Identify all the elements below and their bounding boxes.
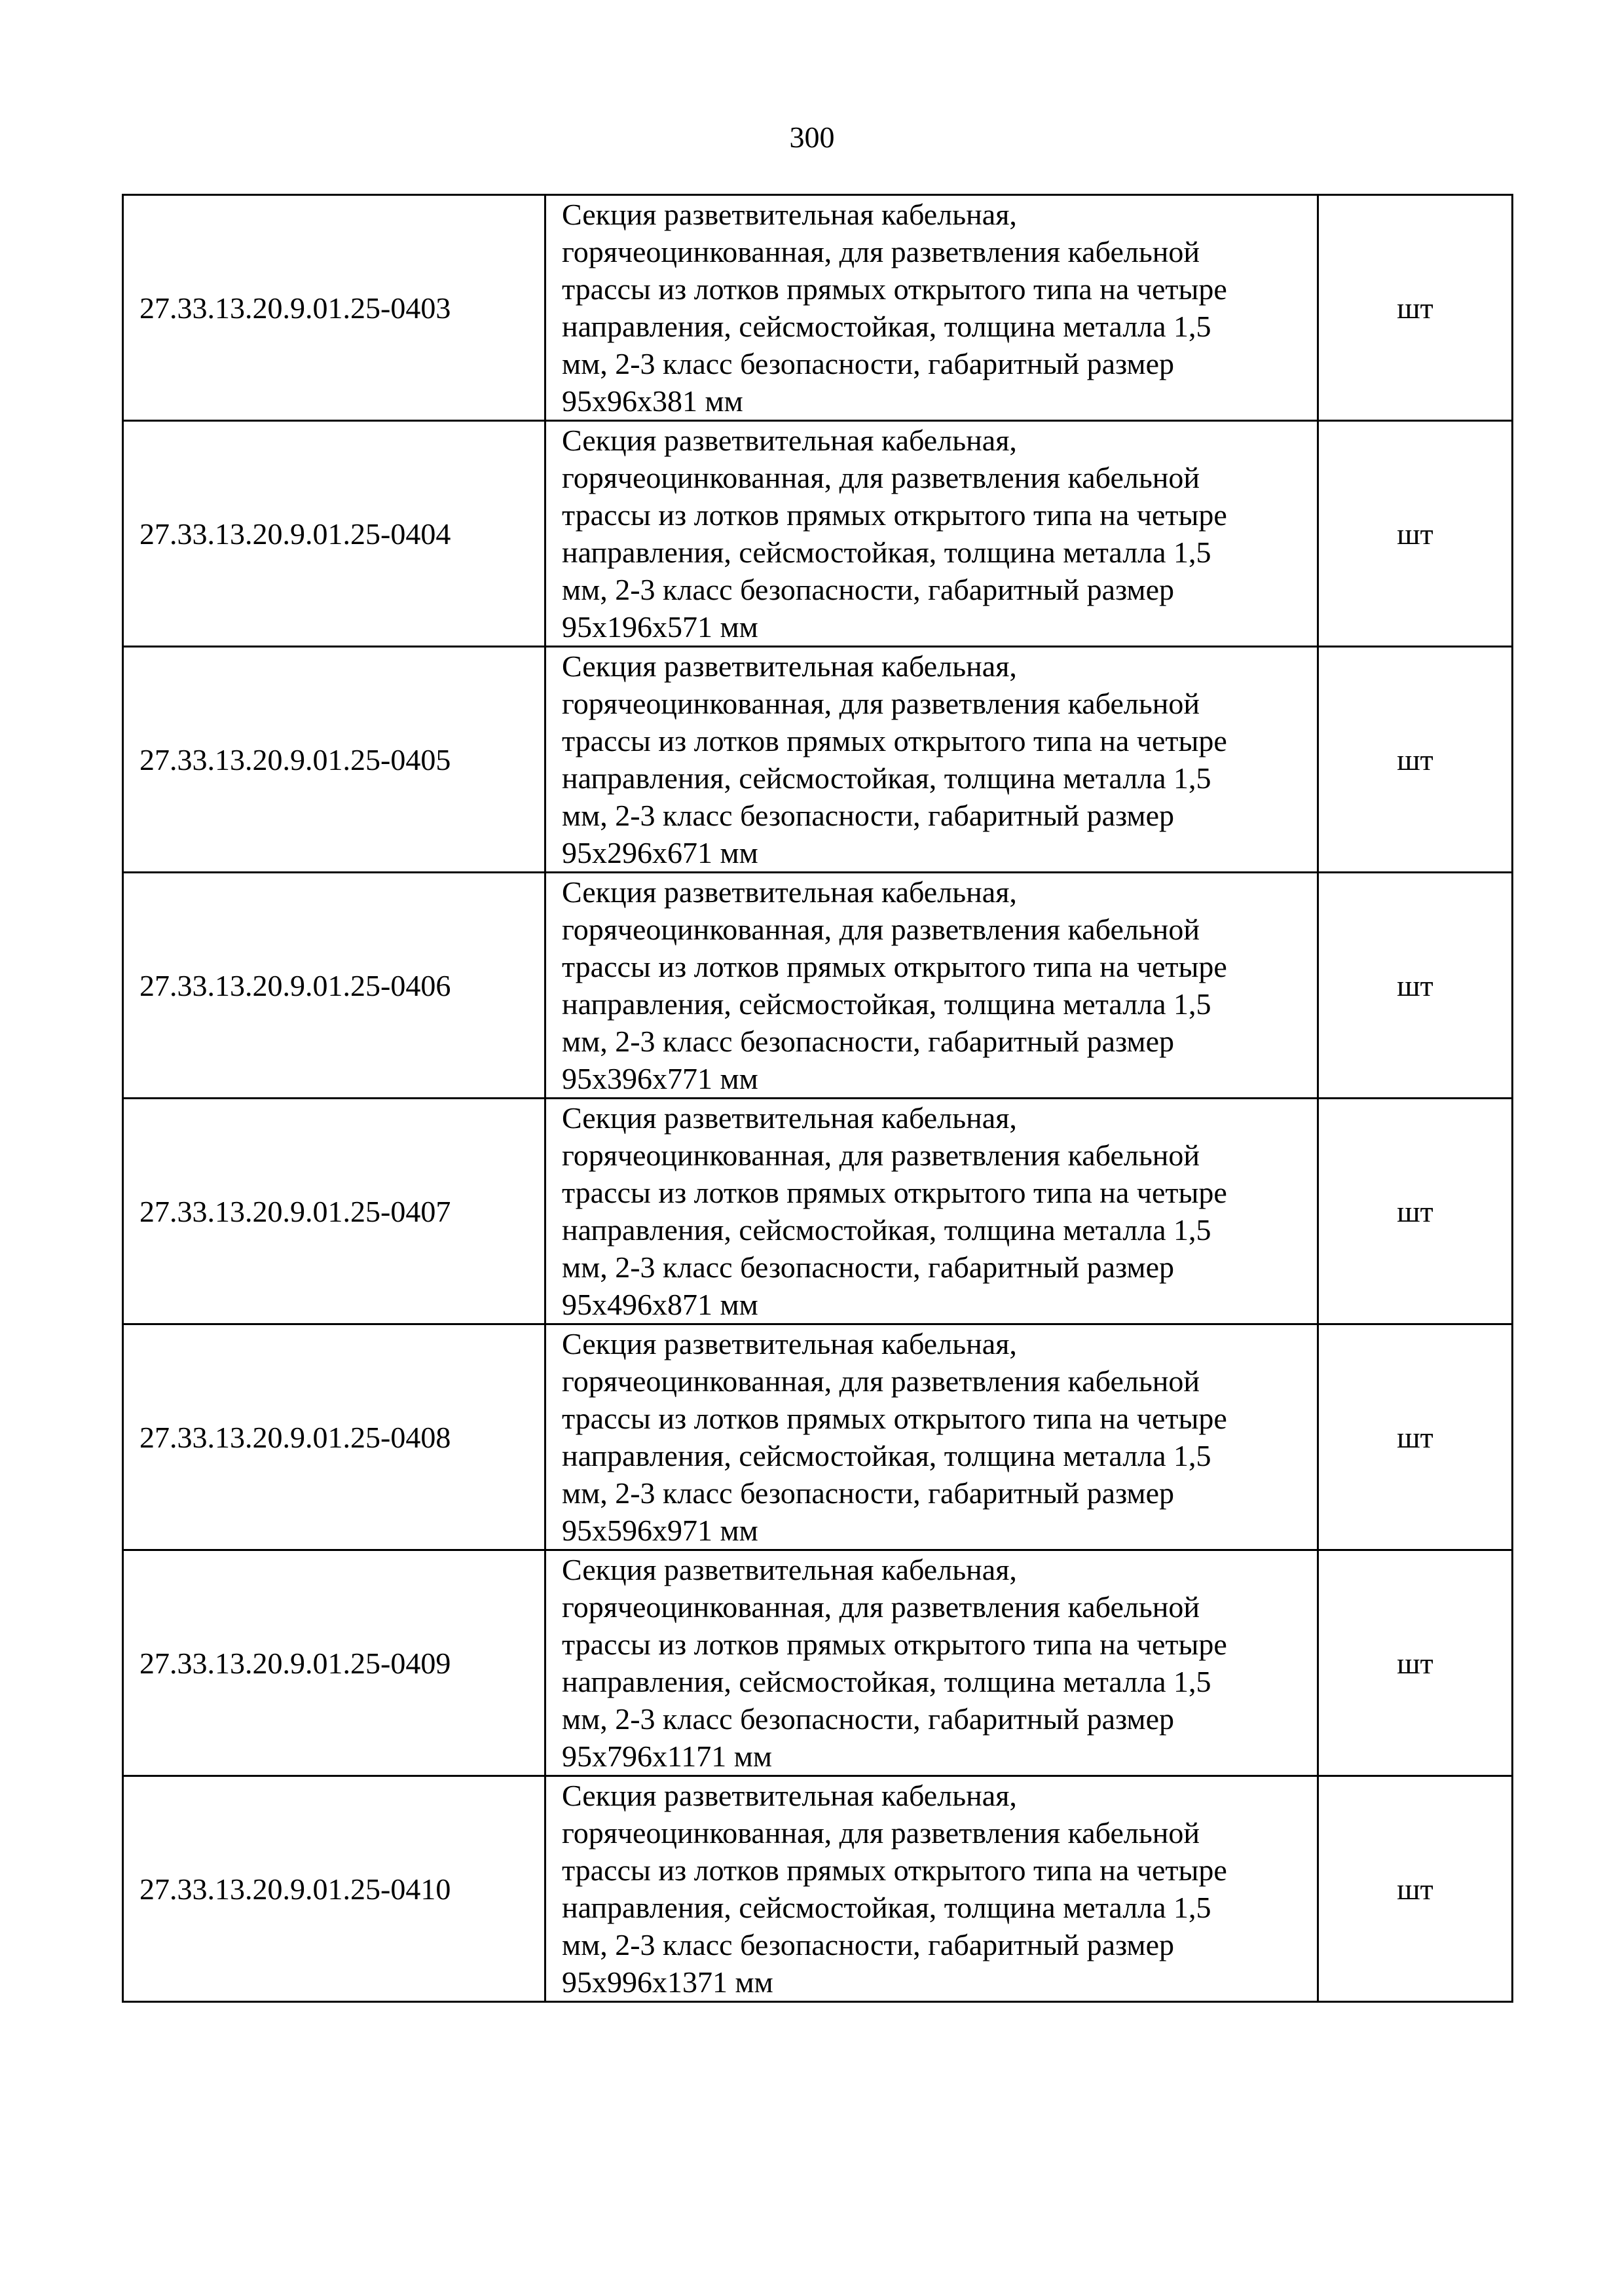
resource-description-cell bbox=[545, 1776, 1318, 2002]
table-row bbox=[123, 1550, 1513, 1776]
description-line: мм, 2-3 класс безопасности, габаритный размер bbox=[562, 347, 1175, 380]
description-line: направления, сейсмостойкая, толщина металла 1,5 bbox=[562, 1439, 1211, 1472]
description-line: трассы из лотков прямых открытого типа на четыре bbox=[562, 498, 1227, 532]
description-line: Секция разветвительная кабельная, bbox=[562, 1553, 1017, 1586]
description-line: трассы из лотков прямых открытого типа на четыре bbox=[562, 1853, 1227, 1887]
unit-cell: шт bbox=[1318, 1324, 1513, 1550]
resource-code-cell: 27.33.13.20.9.01.25-0404 bbox=[123, 421, 545, 647]
table-row bbox=[123, 1324, 1513, 1550]
resource-description-cell bbox=[545, 647, 1318, 873]
table-row bbox=[123, 421, 1513, 647]
table-row bbox=[123, 647, 1513, 873]
description-line: горячеоцинкованная, для разветвления кабельной bbox=[562, 913, 1200, 946]
description-line: 95х196х571 мм bbox=[562, 610, 758, 644]
description-line: мм, 2-3 класс безопасности, габаритный размер bbox=[562, 1476, 1175, 1510]
description-line: направления, сейсмостойкая, толщина металла 1,5 bbox=[562, 1891, 1211, 1924]
unit-cell: шт bbox=[1318, 195, 1513, 421]
description-line: мм, 2-3 класс безопасности, габаритный размер bbox=[562, 573, 1175, 606]
table-row bbox=[123, 873, 1513, 1099]
description-line: 95х796х1171 мм bbox=[562, 1740, 773, 1773]
resource-description-cell bbox=[545, 195, 1318, 421]
resource-code-cell: 27.33.13.20.9.01.25-0403 bbox=[123, 195, 545, 421]
resource-code-cell: 27.33.13.20.9.01.25-0406 bbox=[123, 873, 545, 1099]
description-line: горячеоцинкованная, для разветвления кабельной bbox=[562, 1139, 1200, 1172]
description-line: 95х96х381 мм bbox=[562, 384, 743, 418]
description-line: трассы из лотков прямых открытого типа на четыре bbox=[562, 1628, 1227, 1661]
description-line: Секция разветвительная кабельная, bbox=[562, 875, 1017, 909]
description-line: горячеоцинкованная, для разветвления кабельной bbox=[562, 461, 1200, 494]
description-line: трассы из лотков прямых открытого типа на четыре bbox=[562, 272, 1227, 306]
description-line: Секция разветвительная кабельная, bbox=[562, 649, 1017, 683]
resource-code-cell: 27.33.13.20.9.01.25-0410 bbox=[123, 1776, 545, 2002]
resource-code-cell: 27.33.13.20.9.01.25-0407 bbox=[123, 1099, 545, 1324]
resource-code-cell: 27.33.13.20.9.01.25-0405 bbox=[123, 647, 545, 873]
unit-cell: шт bbox=[1318, 1776, 1513, 2002]
description-line: мм, 2-3 класс безопасности, габаритный размер bbox=[562, 1250, 1175, 1284]
description-line: 95х996х1371 мм bbox=[562, 1965, 773, 1999]
description-line: направления, сейсмостойкая, толщина металла 1,5 bbox=[562, 536, 1211, 569]
description-line: горячеоцинкованная, для разветвления кабельной bbox=[562, 235, 1200, 268]
description-line: горячеоцинкованная, для разветвления кабельной bbox=[562, 1364, 1200, 1398]
description-line: направления, сейсмостойкая, толщина металла 1,5 bbox=[562, 761, 1211, 795]
description-line: Секция разветвительная кабельная, bbox=[562, 424, 1017, 457]
unit-cell: шт bbox=[1318, 1099, 1513, 1324]
description-line: горячеоцинкованная, для разветвления кабельной bbox=[562, 1590, 1200, 1624]
unit-cell: шт bbox=[1318, 421, 1513, 647]
description-line: трассы из лотков прямых открытого типа на четыре bbox=[562, 950, 1227, 983]
table-row bbox=[123, 1099, 1513, 1324]
description-line: Секция разветвительная кабельная, bbox=[562, 1101, 1017, 1135]
resource-description-cell bbox=[545, 1324, 1318, 1550]
unit-cell: шт bbox=[1318, 647, 1513, 873]
resource-code-cell: 27.33.13.20.9.01.25-0409 bbox=[123, 1550, 545, 1776]
description-line: 95х496х871 мм bbox=[562, 1288, 758, 1321]
description-line: 95х396х771 мм bbox=[562, 1062, 758, 1095]
description-line: направления, сейсмостойкая, толщина металла 1,5 bbox=[562, 1213, 1211, 1247]
description-line: 95х296х671 мм bbox=[562, 836, 758, 869]
description-line: направления, сейсмостойкая, толщина металла 1,5 bbox=[562, 1665, 1211, 1698]
description-line: трассы из лотков прямых открытого типа на четыре bbox=[562, 1402, 1227, 1435]
resource-description-cell bbox=[545, 1550, 1318, 1776]
resource-description-cell bbox=[545, 421, 1318, 647]
table-row bbox=[123, 1776, 1513, 2002]
description-line: Секция разветвительная кабельная, bbox=[562, 1779, 1017, 1812]
description-line: 95х596х971 мм bbox=[562, 1514, 758, 1547]
resource-table bbox=[122, 194, 1513, 2003]
description-line: мм, 2-3 класс безопасности, габаритный размер bbox=[562, 1702, 1175, 1736]
resource-code-cell: 27.33.13.20.9.01.25-0408 bbox=[123, 1324, 545, 1550]
page-number: 300 bbox=[789, 120, 835, 154]
table-row bbox=[123, 195, 1513, 421]
resource-description-cell bbox=[545, 1099, 1318, 1324]
description-line: мм, 2-3 класс безопасности, габаритный размер bbox=[562, 1928, 1175, 1961]
description-line: направления, сейсмостойкая, толщина металла 1,5 bbox=[562, 987, 1211, 1021]
description-line: горячеоцинкованная, для разветвления кабельной bbox=[562, 687, 1200, 720]
description-line: Секция разветвительная кабельная, bbox=[562, 1327, 1017, 1360]
description-line: мм, 2-3 класс безопасности, габаритный размер bbox=[562, 1025, 1175, 1058]
description-line: Секция разветвительная кабельная, bbox=[562, 198, 1017, 231]
unit-cell: шт bbox=[1318, 873, 1513, 1099]
description-line: горячеоцинкованная, для разветвления кабельной bbox=[562, 1816, 1200, 1850]
resource-description-cell bbox=[545, 873, 1318, 1099]
description-line: трассы из лотков прямых открытого типа на четыре bbox=[562, 1176, 1227, 1209]
description-line: мм, 2-3 класс безопасности, габаритный размер bbox=[562, 799, 1175, 832]
unit-cell: шт bbox=[1318, 1550, 1513, 1776]
description-line: направления, сейсмостойкая, толщина металла 1,5 bbox=[562, 310, 1211, 343]
description-line: трассы из лотков прямых открытого типа на четыре bbox=[562, 724, 1227, 757]
